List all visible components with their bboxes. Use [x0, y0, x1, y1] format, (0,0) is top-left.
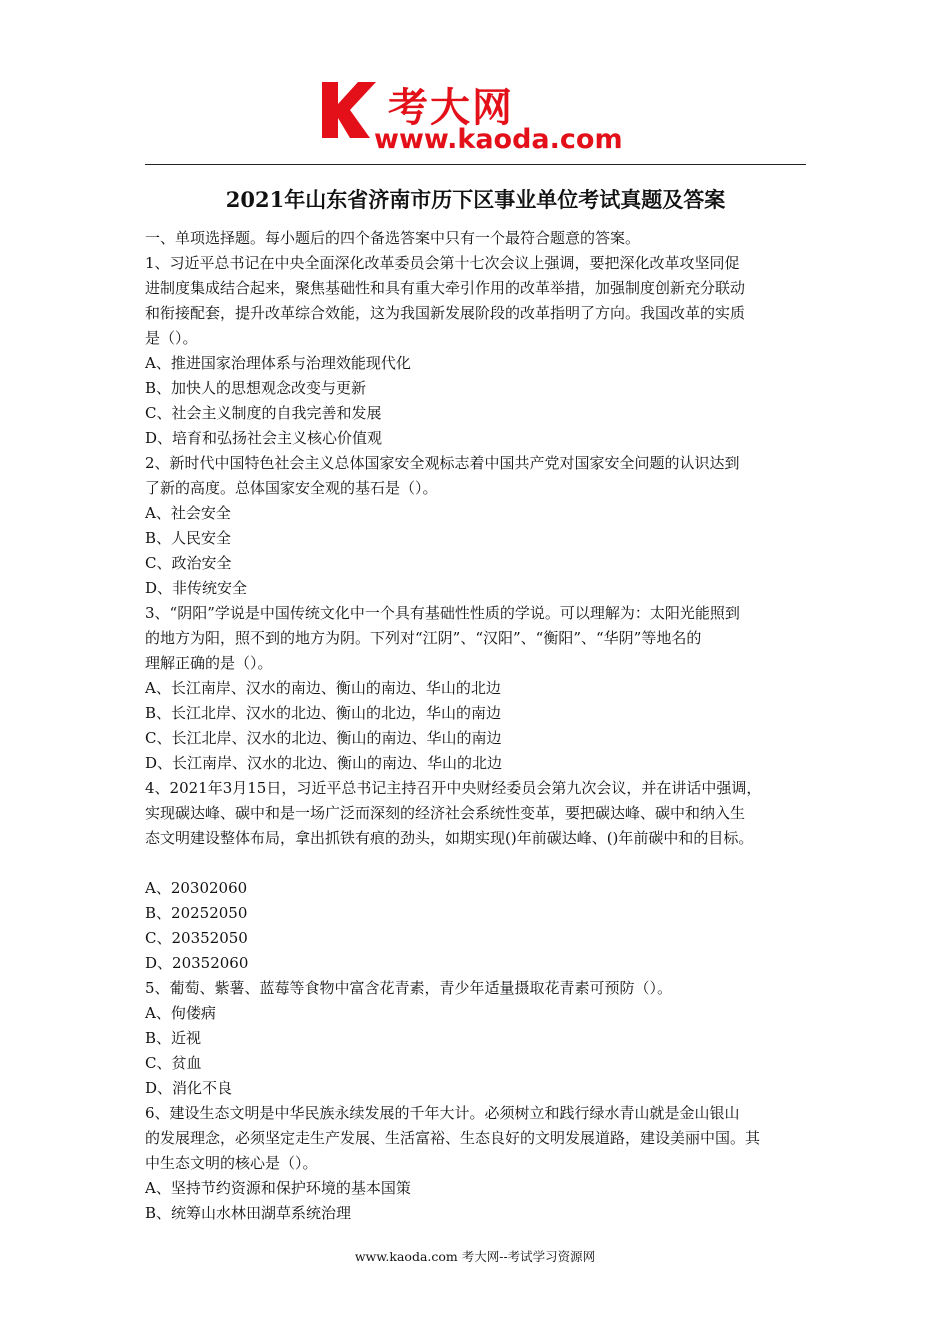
text-line: B、加快人的思想观念改变与更新: [145, 379, 367, 397]
text-line: 态文明建设整体布局，拿出抓铁有痕的劲头，如期实现()年前碳达峰、()年前碳中和的目标。: [145, 829, 754, 847]
text-line: C、20352050: [145, 929, 248, 947]
text-line: C、政治安全: [145, 554, 232, 572]
document-title: 2021年山东省济南市历下区事业单位考试真题及答案: [225, 187, 726, 212]
header-divider: [145, 164, 806, 165]
text-line: D、20352060: [145, 954, 249, 972]
text-line: 实现碳达峰、碳中和是一场广泛而深刻的经济社会系统性变革，要把碳达峰、碳中和纳入生: [145, 804, 746, 822]
text-line: 5、葡萄、紫薯、蓝莓等食物中富含花青素，青少年适量摄取花青素可预防（）。: [145, 979, 673, 997]
text-line: A、长江南岸、汉水的南边、衡山的南边、华山的北边: [145, 679, 501, 697]
text-line: C、社会主义制度的自我完善和发展: [145, 404, 382, 422]
text-line: B、长江北岸、汉水的北边、衡山的北边，华山的南边: [145, 704, 502, 722]
text-line: 3、“阴阳”学说是中国传统文化中一个具有基础性性质的学说。可以理解为：太阳光能照到: [145, 604, 740, 622]
text-line: A、20302060: [145, 879, 248, 897]
text-line: 1、习近平总书记在中央全面深化改革委员会第十七次会议上强调，要把深化改革攻坚同促: [145, 254, 740, 272]
page-footer: www.kaoda.com 考大网--考试学习资源网: [354, 1249, 596, 1264]
logo-brand-text: 考大网: [388, 85, 514, 131]
text-line: D、非传统安全: [145, 579, 248, 597]
text-line: 的发展理念，必须坚定走生产发展、生活富裕、生态良好的文明发展道路，建设美丽中国。其: [145, 1129, 761, 1147]
text-line: D、培育和弘扬社会主义核心价值观: [145, 429, 383, 447]
text-line: 6、建设生态文明是中华民族永续发展的千年大计。必须树立和践行绿水青山就是金山银山: [145, 1104, 740, 1122]
blank-line: [145, 851, 810, 876]
text-line: D、消化不良: [145, 1079, 233, 1097]
document-body: [145, 226, 810, 1226]
text-line: A、社会安全: [145, 504, 231, 522]
text-line: 是（）。: [145, 329, 198, 347]
text-line: D、长江南岸、汉水的北边、衡山的南边、华山的北边: [145, 754, 503, 772]
text-line: 4、2021年3月15日，习近平总书记主持召开中央财经委员会第九次会议，并在讲话中强调，: [145, 779, 762, 797]
text-line: 一、单项选择题。每小题后的四个备选答案中只有一个最符合题意的答案。: [145, 229, 641, 247]
text-line: 理解正确的是（）。: [145, 654, 273, 672]
text-line: B、20252050: [145, 904, 248, 922]
text-line: 2、新时代中国特色社会主义总体国家安全观标志着中国共产党对国家安全问题的认识达到: [145, 454, 740, 472]
logo-url-text: www.kaoda.com: [374, 124, 623, 155]
text-line: C、贫血: [145, 1054, 202, 1072]
kaoda-logo: [318, 80, 648, 160]
text-line: C、长江北岸、汉水的北边、衡山的南边、华山的南边: [145, 729, 502, 747]
text-line: B、统筹山水林田湖草系统治理: [145, 1204, 352, 1222]
text-line: 进制度集成结合起来，聚焦基础性和具有重大牵引作用的改革举措，加强制度创新充分联动: [145, 279, 746, 297]
text-line: A、推进国家治理体系与治理效能现代化: [145, 354, 411, 372]
logo-k-mark-icon: [318, 80, 380, 142]
text-line: 中生态文明的核心是（）。: [145, 1154, 318, 1172]
text-line: 了新的高度。总体国家安全观的基石是（）。: [145, 479, 438, 497]
text-line: 的地方为阳，照不到的地方为阴。下列对“江阴”、“汉阳”、“衡阳”、“华阴”等地名的: [145, 629, 702, 647]
text-line: A、佝偻病: [145, 1004, 216, 1022]
text-line: B、近视: [145, 1029, 202, 1047]
text-line: A、坚持节约资源和保护环境的基本国策: [145, 1179, 411, 1197]
text-line: B、人民安全: [145, 529, 232, 547]
text-line: 和衔接配套，提升改革综合效能，这为我国新发展阶段的改革指明了方向。我国改革的实质: [145, 304, 746, 322]
